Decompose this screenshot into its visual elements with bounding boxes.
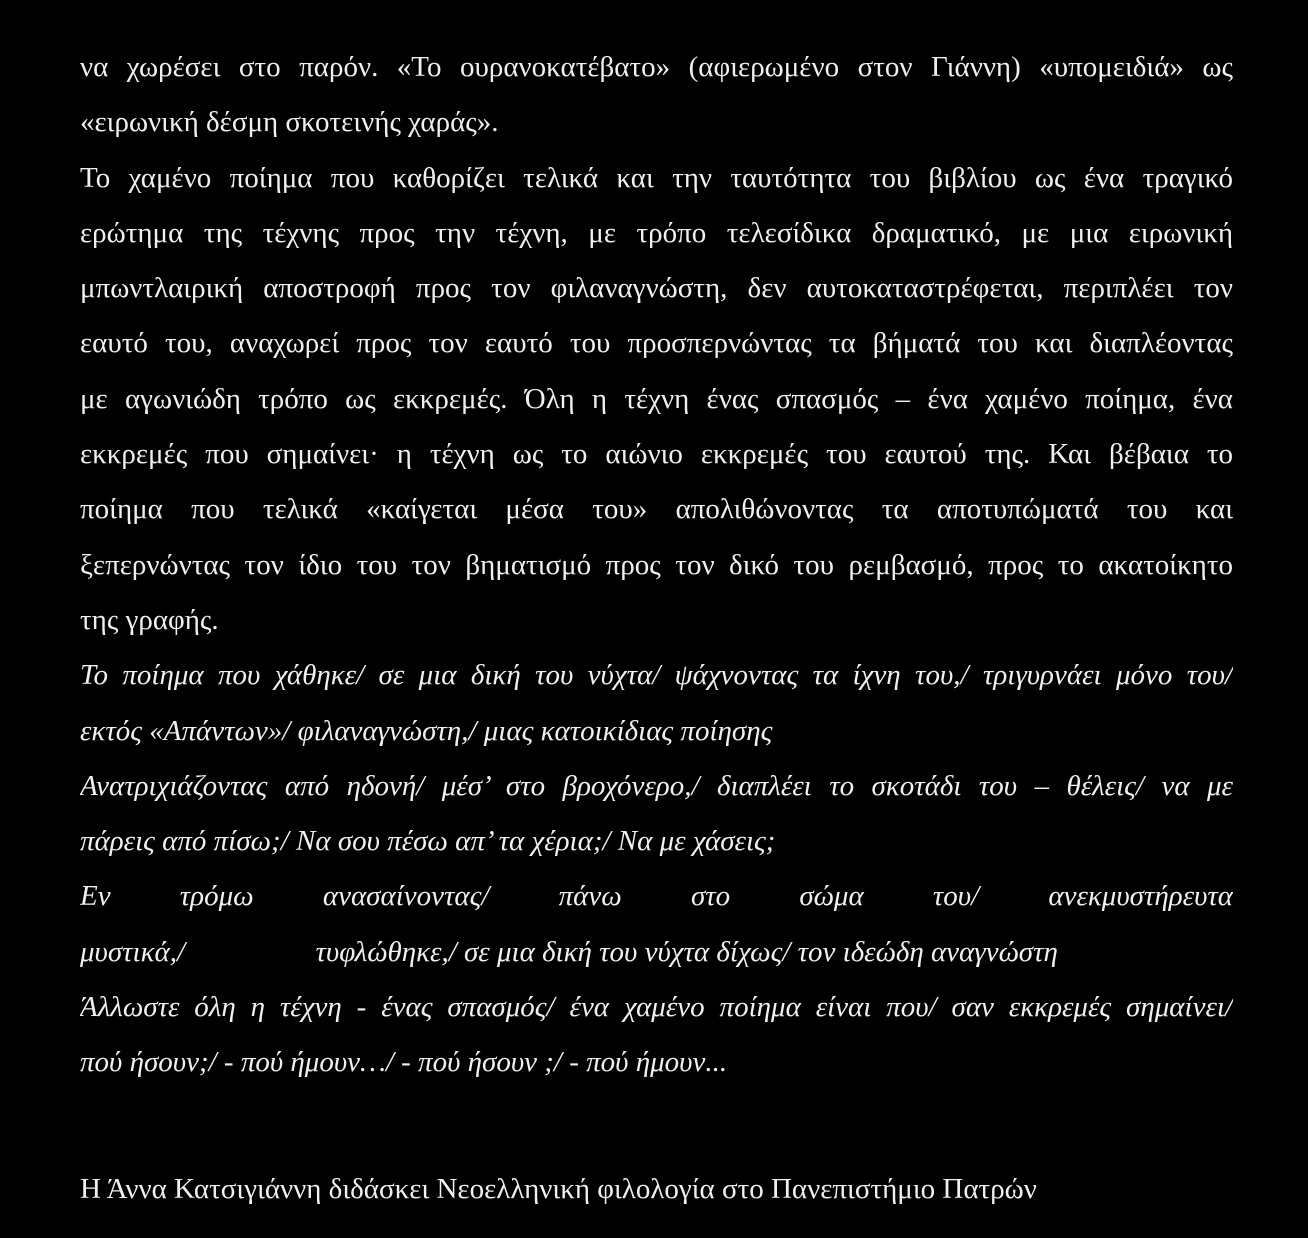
- prose-line: με αγωνιώδη τρόπο ως εκκρεμές. Όλη η τέχνη ένας σπασμός – ένα χαμένο ποίημα, ένα: [80, 382, 1233, 415]
- poem-line: Εν τρόμω ανασαίνοντας/ πάνω στο σώμα του/ ανεκμυστήρευτα: [80, 880, 1233, 913]
- prose-line: ποίημα που τελικά «καίγεται μέσα του» απολιθώνοντας τα αποτυπώματά του και: [80, 493, 1233, 526]
- prose-line: να χωρέσει στο παρόν. «Το ουρανοκατέβατο» (αφιερωμένο στον Γιάννη) «υπομειδιά» ως: [80, 51, 1233, 83]
- prose-line: της γραφής.: [80, 603, 219, 636]
- prose-line: ερώτημα της τέχνης προς την τέχνη, με τρόπο τελεσίδικα δραματικό, με μια ειρωνική: [80, 216, 1233, 249]
- prose-line: «ειρωνική δέσμη σκοτεινής χαράς».: [80, 106, 499, 139]
- poem-line: πάρεις από πίσω;/ Να σου πέσω απ’ τα χέρια;/ Να με χάσεις;: [80, 825, 776, 858]
- poem-quote: [80, 648, 1233, 1090]
- poem-line: Άλλωστε όλη η τέχνη - ένας σπασμός/ ένα χαμένο ποίημα είναι που/ σαν εκκρεμές σημαίνει/: [80, 991, 1233, 1024]
- document-body: [80, 40, 1233, 1091]
- prose-line: μπωντλαιρική αποστροφή προς τον φιλαναγνώστη, δεν αυτοκαταστρέφεται, περιπλέει τον: [80, 272, 1233, 305]
- author-note: Η Άννα Κατσιγιάννη διδάσκει Νεοελληνική φιλολογία στο Πανεπιστήμιο Πατρών: [80, 1173, 1037, 1205]
- poem-line: πού ήσουν;/ - πού ήμουν…/ - πού ήσουν ;/ - πού ήμουν...: [80, 1046, 728, 1079]
- prose-line: εκκρεμές που σημαίνει· η τέχνη ως το αιώνιο εκκρεμές του εαυτού της. Και βέβαια το: [80, 438, 1233, 471]
- poem-line: μυστικά,/ τυφλώθηκε,/ σε μια δική του νύχτα δίχως/ τον ιδεώδη αναγνώστη: [80, 935, 1058, 968]
- prose-line: ξεπερνώντας τον ίδιο του τον βηματισμό προς τον δικό του ρεμβασμό, προς το ακατοίκητο: [80, 548, 1233, 581]
- prose-line: εαυτό του, αναχωρεί προς τον εαυτό του προσπερνώντας τα βήματά του και διαπλέοντας: [80, 327, 1233, 360]
- poem-line: Ανατριχιάζοντας από ηδονή/ μέσ’ στο βροχόνερο,/ διαπλέει το σκοτάδι του – θέλεις/ να με: [80, 769, 1233, 802]
- prose-section: [80, 40, 1233, 648]
- poem-line: εκτός «Απάντων»/ φιλαναγνώστη,/ μιας κατοικίδιας ποίησης: [80, 714, 773, 747]
- poem-line: Το ποίημα που χάθηκε/ σε μια δική του νύχτα/ ψάχνοντας τα ίχνη του,/ τριγυρνάει μόνο του/: [80, 659, 1233, 692]
- prose-line: Το χαμένο ποίημα που καθορίζει τελικά και την ταυτότητα του βιβλίου ως ένα τραγικό: [80, 161, 1233, 194]
